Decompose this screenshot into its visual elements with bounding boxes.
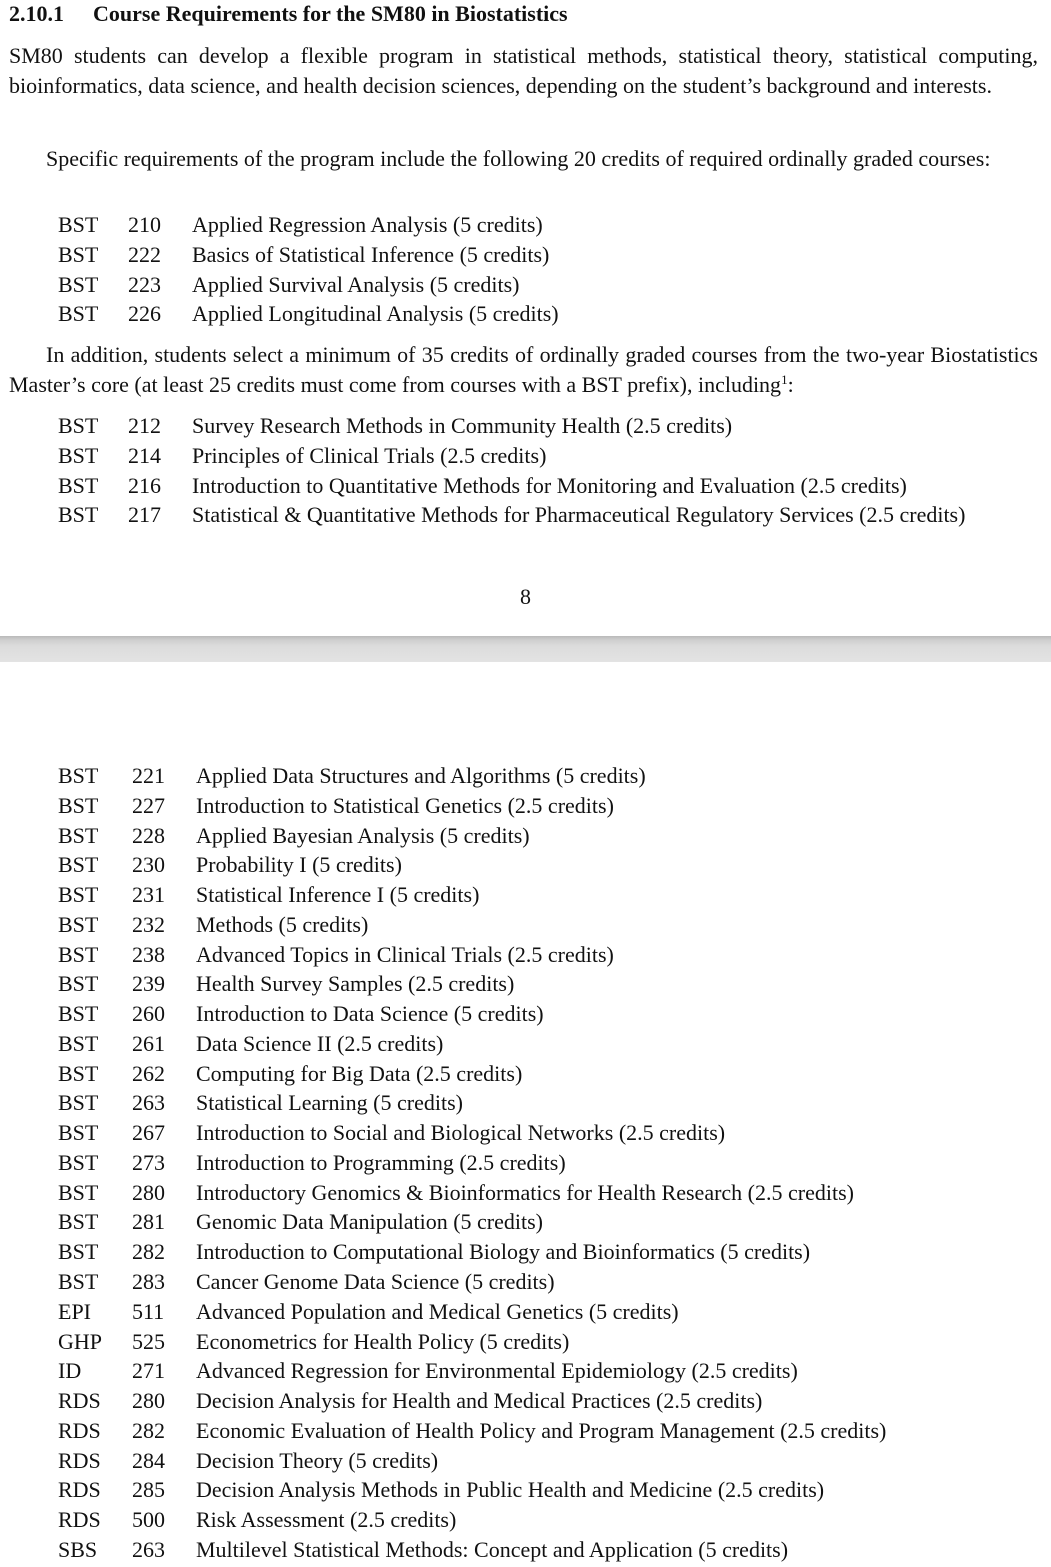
course-row [58,1327,886,1357]
course-title: Multilevel Statistical Methods: Concept and Application (5 credits) [196,1536,789,1562]
course-title: Decision Theory (5 credits) [196,1447,439,1473]
course-title: Introduction to Statistical Genetics (2.5 credits) [196,792,614,818]
course-dept: RDS [58,1507,101,1533]
course-row [58,1118,886,1148]
course-number: 511 [132,1298,165,1324]
course-row [58,1297,886,1327]
course-number: 285 [132,1477,165,1503]
course-dept: BST [58,941,99,967]
course-row [58,240,559,270]
course-title: Introduction to Programming (2.5 credits) [196,1149,566,1175]
course-dept: RDS [58,1417,101,1443]
course-dept: SBS [58,1536,98,1562]
course-title: Introduction to Quantitative Methods for Monitoring and Evaluation (2.5 credits) [192,472,907,498]
course-number: 210 [128,212,161,237]
course-row [58,1446,886,1476]
course-number: 273 [132,1149,165,1175]
course-row [58,1088,886,1118]
course-number: 263 [132,1090,165,1116]
course-title: Introduction to Data Science (5 credits) [196,1001,544,1027]
course-number: 221 [132,763,165,788]
course-dept: RDS [58,1447,101,1473]
document-page-9 [0,662,1051,1567]
course-title: Probability I (5 credits) [196,852,402,878]
course-dept: ID [58,1358,82,1384]
course-dept: BST [58,241,99,267]
course-row [58,299,559,329]
footnote-marker[interactable]: 1 [781,371,788,387]
course-row [58,411,965,441]
course-number: 238 [132,941,165,967]
course-title: Methods (5 credits) [196,911,369,937]
course-title: Statistical Inference I (5 credits) [196,882,480,908]
course-dept: BST [58,212,99,237]
course-title: Applied Regression Analysis (5 credits) [192,212,543,237]
course-number: 263 [132,1536,165,1562]
page-number: 8 [520,584,531,609]
course-title: Survey Research Methods in Community Health (2.5 credits) [192,413,733,438]
course-row [58,1267,886,1297]
course-dept: BST [58,1149,99,1175]
document-page-8 [0,0,1051,636]
course-dept: BST [58,822,99,848]
course-number: 239 [132,971,165,997]
course-row [58,1029,886,1059]
course-number: 228 [132,822,165,848]
elective-paragraph [9,340,1038,399]
course-title: Basics of Statistical Inference (5 credits) [192,241,550,267]
course-row [58,500,965,530]
course-title: Econometrics for Health Policy (5 credits) [196,1328,570,1354]
course-number: 283 [132,1269,165,1295]
course-dept: BST [58,971,99,997]
course-number: 226 [128,301,161,327]
course-title: Statistical & Quantitative Methods for Pharmaceutical Regulatory Services (2.5 credits) [192,502,966,528]
course-number: 280 [132,1179,165,1205]
course-number: 525 [132,1328,165,1354]
course-dept: BST [58,1030,99,1056]
course-number: 261 [132,1030,165,1056]
course-number: 500 [132,1507,165,1533]
course-row [58,1237,886,1267]
course-dept: BST [58,271,99,297]
course-row [58,1386,886,1416]
course-dept: BST [58,882,99,908]
course-title: Data Science II (2.5 credits) [196,1030,444,1056]
elective-paragraph-text: In addition, students select a minimum of 35 credits of ordinally graded courses from the two-year Biostatistics Master’s core (at least 25 credits must come from courses with a BST prefix), including [9,342,1038,397]
course-title: Advanced Regression for Environmental Epidemiology (2.5 credits) [196,1358,798,1384]
course-row [58,441,965,471]
course-title: Introductory Genomics & Bioinformatics for Health Research (2.5 credits) [196,1179,854,1205]
course-row [58,1535,886,1565]
course-row [58,1356,886,1386]
course-title: Risk Assessment (2.5 credits) [196,1507,457,1533]
course-number: 222 [128,241,161,267]
course-number: 232 [132,911,165,937]
continued-course-list [58,761,886,1565]
course-row [58,1148,886,1178]
elective-course-list [58,411,965,530]
elective-paragraph-end: : [787,371,794,397]
course-dept: BST [58,1209,99,1235]
course-title: Applied Data Structures and Algorithms (5 credits) [196,763,646,788]
course-number: 217 [128,502,161,528]
course-row [58,880,886,910]
course-row [58,1178,886,1208]
course-row [58,270,559,300]
course-row [58,1416,886,1446]
course-row [58,1505,886,1535]
course-row [58,471,965,501]
course-title: Applied Bayesian Analysis (5 credits) [196,822,530,848]
course-number: 214 [128,442,161,468]
course-dept: BST [58,1179,99,1205]
course-dept: BST [58,911,99,937]
course-dept: BST [58,502,99,528]
course-row [58,940,886,970]
course-dept: BST [58,301,99,327]
course-dept: BST [58,1239,99,1265]
course-dept: BST [58,852,99,878]
course-number: 212 [128,413,161,438]
course-row [58,1475,886,1505]
course-title: Advanced Topics in Clinical Trials (2.5 credits) [196,941,614,967]
course-title: Advanced Population and Medical Genetics (5 credits) [196,1298,679,1324]
course-number: 284 [132,1447,165,1473]
course-row [58,791,886,821]
course-title: Principles of Clinical Trials (2.5 credits) [192,442,547,468]
course-number: 271 [132,1358,165,1384]
course-number: 282 [132,1417,165,1443]
course-dept: BST [58,792,99,818]
course-title: Health Survey Samples (2.5 credits) [196,971,515,997]
course-number: 231 [132,882,165,908]
course-dept: GHP [58,1328,103,1354]
course-dept: RDS [58,1388,101,1414]
course-number: 223 [128,271,161,297]
course-row [58,850,886,880]
section-number: 2.10.1 [9,1,64,26]
course-dept: EPI [58,1298,91,1324]
course-number: 281 [132,1209,165,1235]
course-number: 282 [132,1239,165,1265]
course-row [58,821,886,851]
page-separator [0,636,1051,662]
course-number: 227 [132,792,165,818]
course-row [58,969,886,999]
course-title: Genomic Data Manipulation (5 credits) [196,1209,544,1235]
course-row [58,1207,886,1237]
course-title: Introduction to Social and Biological Networks (2.5 credits) [196,1120,726,1146]
intro-paragraph: SM80 students can develop a flexible program in statistical methods, statistical theory, statistical computing, bioinformatics, data science, and health decision sciences, depending on the student’s background and interests. [9,43,1038,98]
course-title: Cancer Genome Data Science (5 credits) [196,1269,555,1295]
section-title: Course Requirements for the SM80 in Biostatistics [93,1,568,26]
course-title: Computing for Big Data (2.5 credits) [196,1060,523,1086]
course-row [58,910,886,940]
course-title: Decision Analysis Methods in Public Health and Medicine (2.5 credits) [196,1477,825,1503]
course-title: Economic Evaluation of Health Policy and Program Management (2.5 credits) [196,1417,887,1443]
course-number: 260 [132,1001,165,1027]
course-dept: BST [58,413,99,438]
course-dept: BST [58,472,99,498]
course-title: Decision Analysis for Health and Medical Practices (2.5 credits) [196,1388,763,1414]
course-dept: BST [58,1269,99,1295]
course-title: Applied Longitudinal Analysis (5 credits) [192,301,559,327]
course-number: 230 [132,852,165,878]
course-dept: BST [58,1090,99,1116]
course-title: Applied Survival Analysis (5 credits) [192,271,520,297]
course-number: 262 [132,1060,165,1086]
course-dept: BST [58,1060,99,1086]
section-heading [9,0,568,28]
course-number: 267 [132,1120,165,1146]
course-row [58,999,886,1029]
course-dept: BST [58,1001,99,1027]
course-title: Introduction to Computational Biology and Bioinformatics (5 credits) [196,1239,811,1265]
course-row [58,210,559,240]
course-dept: BST [58,1120,99,1146]
course-number: 216 [128,472,161,498]
course-title: Statistical Learning (5 credits) [196,1090,463,1116]
course-dept: BST [58,442,99,468]
course-row [58,1059,886,1089]
course-dept: RDS [58,1477,101,1503]
required-course-list [58,210,559,329]
course-dept: BST [58,763,99,788]
course-number: 280 [132,1388,165,1414]
required-paragraph: Specific requirements of the program include the following 20 credits of required ordinally graded courses: [46,146,991,171]
course-row [58,761,886,791]
